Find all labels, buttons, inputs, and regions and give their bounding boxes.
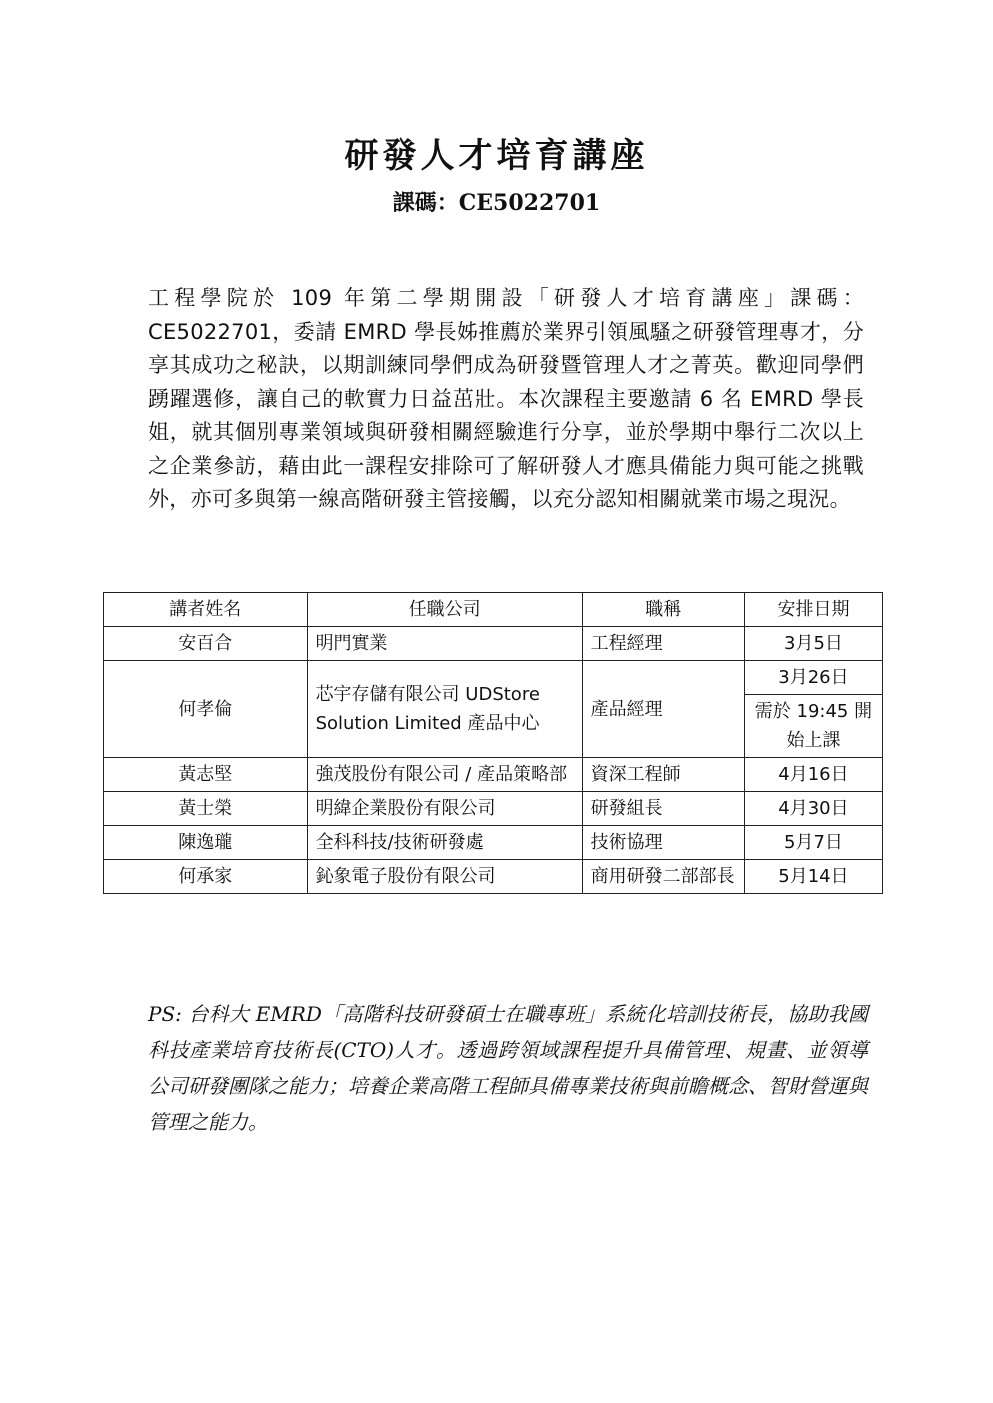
cell-title: 工程經理 bbox=[582, 627, 744, 661]
cell-company: 明門實業 bbox=[307, 627, 582, 661]
header-company: 任職公司 bbox=[307, 593, 582, 627]
cell-date: 4月16日 bbox=[744, 758, 882, 792]
table-row bbox=[104, 758, 883, 792]
cell-title: 資深工程師 bbox=[582, 758, 744, 792]
cell-company: 鈊象電子股份有限公司 bbox=[307, 860, 582, 894]
cell-date: 3月26日 bbox=[744, 661, 882, 695]
table-row bbox=[104, 860, 883, 894]
header-name: 講者姓名 bbox=[104, 593, 308, 627]
header-date: 安排日期 bbox=[744, 593, 882, 627]
cell-date: 3月5日 bbox=[744, 627, 882, 661]
header-title: 職稱 bbox=[582, 593, 744, 627]
cell-name: 何孝倫 bbox=[104, 661, 308, 758]
table-row bbox=[104, 792, 883, 826]
cell-date: 4月30日 bbox=[744, 792, 882, 826]
cell-company: 強茂股份有限公司 / 產品策略部 bbox=[307, 758, 582, 792]
cell-company: 明緯企業股份有限公司 bbox=[307, 792, 582, 826]
table-row bbox=[104, 627, 883, 661]
table-row bbox=[104, 826, 883, 860]
cell-date-note: 需於 19:45 開始上課 bbox=[744, 695, 882, 758]
cell-date: 5月7日 bbox=[744, 826, 882, 860]
cell-name: 何承家 bbox=[104, 860, 308, 894]
cell-name: 黃志堅 bbox=[104, 758, 308, 792]
cell-name: 陳逸瓏 bbox=[104, 826, 308, 860]
table-row bbox=[104, 661, 883, 695]
ps-note: PS: 台科大 EMRD「高階科技研發碩士在職專班」系統化培訓技術長，協助我國科技產業培育技術長(CTO)人才。透過跨領域課程提升具備管理、規畫、並領導公司研發團隊之能力；培養企業高階工程師具備專業技術與前瞻概念、智財營運與管理之能力。 bbox=[148, 1002, 868, 1134]
cell-name: 黃士榮 bbox=[104, 792, 308, 826]
cell-title: 研發組長 bbox=[582, 792, 744, 826]
speaker-table bbox=[103, 592, 883, 894]
document-title: 研發人才培育講座 bbox=[344, 136, 649, 176]
cell-date: 5月14日 bbox=[744, 860, 882, 894]
cell-title: 技術協理 bbox=[582, 826, 744, 860]
cell-company: 芯宇存儲有限公司 UDStore Solution Limited 產品中心 bbox=[307, 661, 582, 758]
table-header-row bbox=[104, 593, 883, 627]
cell-company: 全科科技/技術研發處 bbox=[307, 826, 582, 860]
course-code: 課碼：CE5022701 bbox=[392, 190, 601, 216]
intro-paragraph: 工程學院於 109 年第二學期開設「研發人才培育講座」課碼：CE5022701，委請 EMRD 學長姊推薦於業界引領風騷之研發管理專才，分享其成功之秘訣，以期訓練同學們成為研發暨管理人才之菁英。歡迎同學們踴躍選修，讓自己的軟實力日益茁壯。本次課程主要邀請 6 名 EMRD 學長姐，就其個別專業領域與研發相關經驗進行分享，並於學期中舉行二次以上之企業參訪，藉由此一課程安排除可了解研發人才應具備能力與可能之挑戰外，亦可多與第一線高階研發主管接觸，以充分認知相關就業市場之現況。 bbox=[148, 286, 864, 511]
cell-name: 安百合 bbox=[104, 627, 308, 661]
cell-title: 商用研發二部部長 bbox=[582, 860, 744, 894]
cell-title: 產品經理 bbox=[582, 661, 744, 758]
